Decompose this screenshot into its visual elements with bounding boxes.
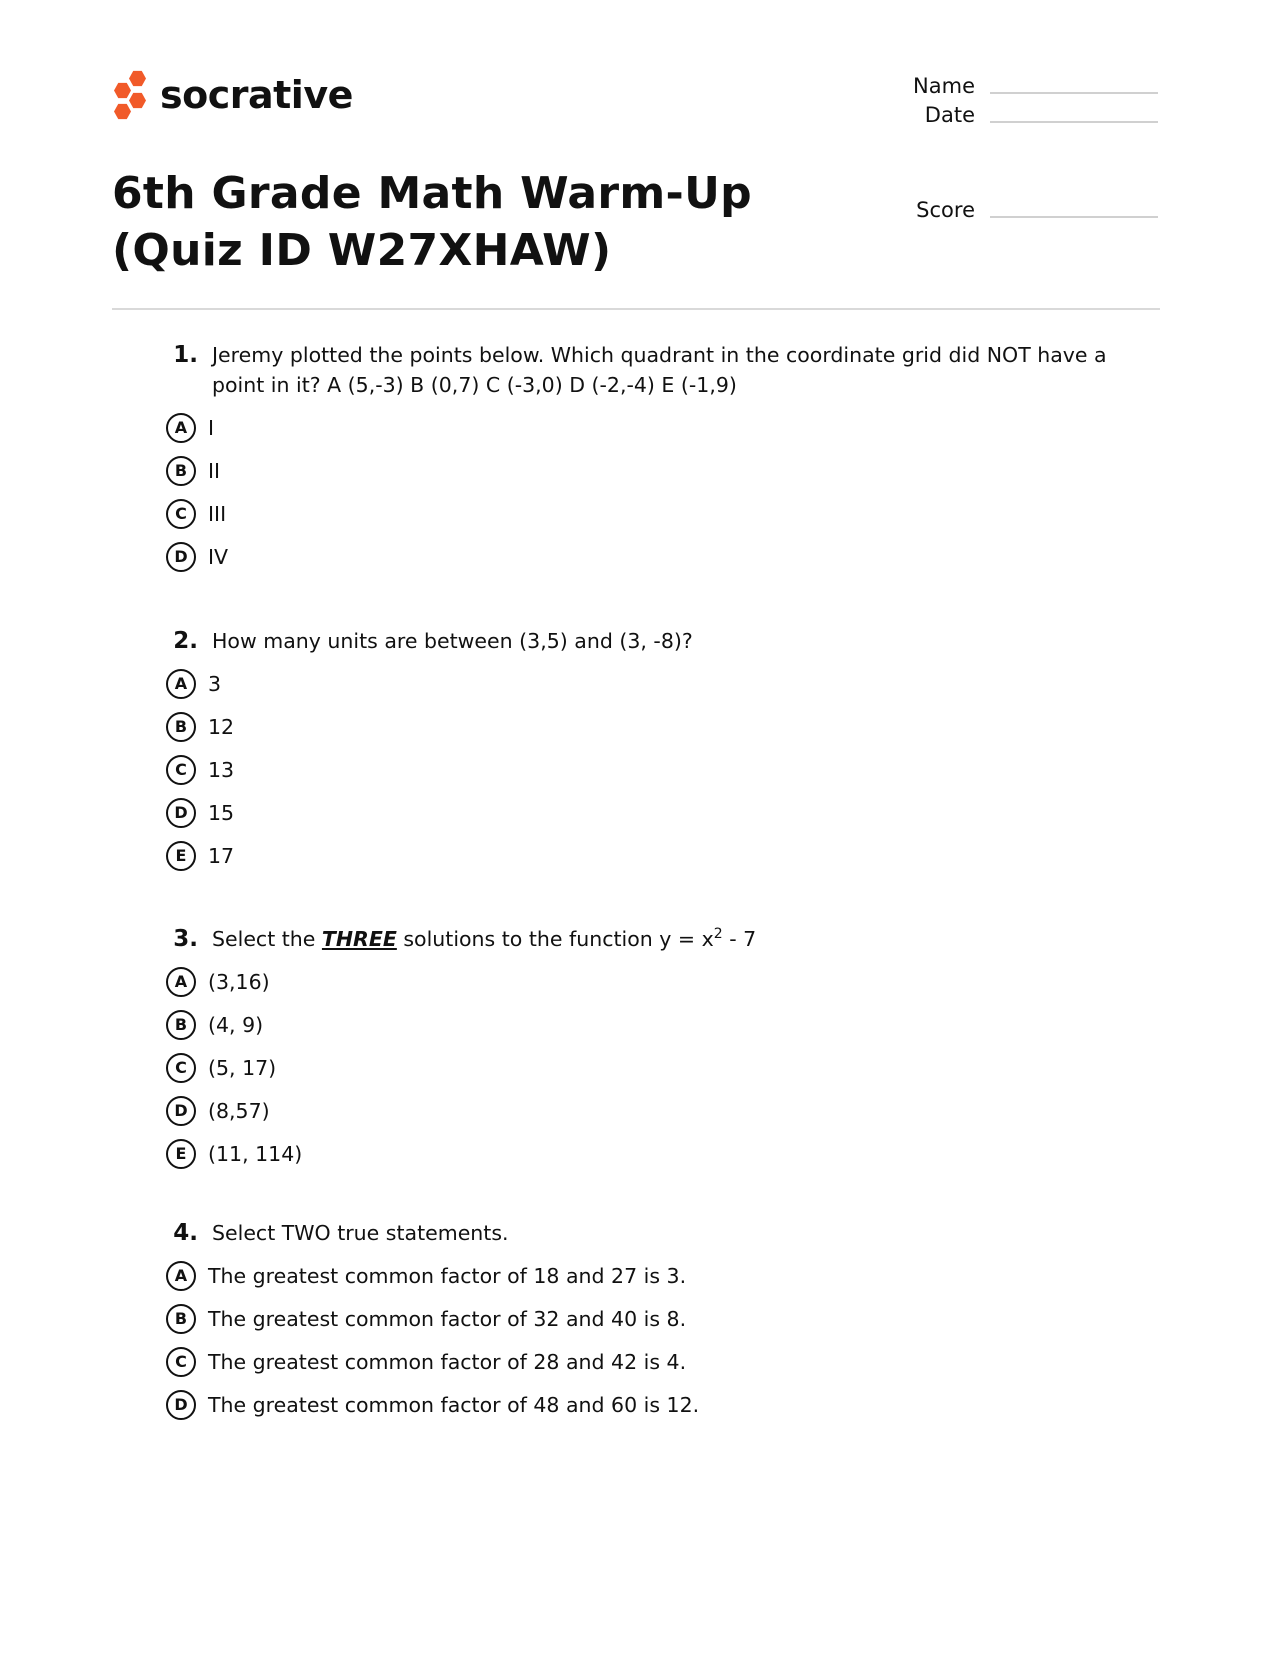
quiz-title: 6th Grade Math Warm-Up (Quiz ID W27XHAW) [112,168,752,276]
option-text: (5, 17) [208,1055,277,1080]
date-line[interactable] [990,120,1158,123]
date-field[interactable] [880,103,1158,127]
option-e[interactable] [160,1132,1160,1175]
option-text: 12 [208,714,235,739]
option-c[interactable] [160,492,1160,535]
option-d[interactable] [160,535,1160,578]
option-letter-circle[interactable]: A [166,1261,196,1291]
option-text: (8,57) [208,1098,270,1123]
option-c[interactable] [160,1340,1160,1383]
option-text: (11, 114) [208,1141,303,1166]
option-text: The greatest common factor of 28 and 42 is 4. [208,1349,687,1374]
brand-name: socrative [160,73,353,117]
option-a[interactable] [160,1254,1160,1297]
question-text [212,924,1160,954]
question-text: Select TWO true statements. [212,1221,509,1245]
score-line[interactable] [990,215,1158,218]
option-b[interactable] [160,1297,1160,1340]
question-text-part: solutions to the function y = x [396,927,714,951]
question-number: 4. [173,1220,198,1246]
hexagon-cluster-icon [112,70,150,120]
date-label: Date [924,103,975,127]
option-a[interactable] [160,960,1160,1003]
option-c[interactable] [160,748,1160,791]
option-text: I [208,415,215,440]
option-letter-circle[interactable]: C [166,499,196,529]
option-e[interactable] [160,834,1160,877]
question-number: 3. [173,926,198,952]
name-field[interactable] [880,74,1158,98]
option-a[interactable] [160,406,1160,449]
socrative-logo [112,70,353,120]
option-letter-circle[interactable]: A [166,669,196,699]
option-text: The greatest common factor of 18 and 27 is 3. [208,1263,687,1288]
question-4 [160,1218,1160,1426]
option-text: 3 [208,671,222,696]
question-text: Jeremy plotted the points below. Which quadrant in the coordinate grid did NOT have a point in it? A (5,-3) B (0,7) C (-3,0) D (-2,-4) E (-1,9) [212,343,1107,397]
option-letter-circle[interactable]: B [166,1304,196,1334]
option-c[interactable] [160,1046,1160,1089]
option-letter-circle[interactable]: A [166,413,196,443]
score-label: Score [916,198,975,222]
option-letter-circle[interactable]: E [166,841,196,871]
option-text: The greatest common factor of 32 and 40 is 8. [208,1306,687,1331]
option-letter-circle[interactable]: E [166,1139,196,1169]
option-d[interactable] [160,1383,1160,1426]
option-text: The greatest common factor of 48 and 60 is 12. [208,1392,700,1417]
question-1 [160,340,1160,578]
option-letter-circle[interactable]: C [166,1053,196,1083]
option-letter-circle[interactable]: C [166,1347,196,1377]
emphasis-three: THREE [321,927,397,951]
option-text: 17 [208,843,235,868]
option-letter-circle[interactable]: B [166,456,196,486]
name-line[interactable] [990,91,1158,94]
option-text: 13 [208,757,235,782]
option-b[interactable] [160,449,1160,492]
option-text: III [208,501,227,526]
question-text: How many units are between (3,5) and (3, -8)? [212,629,693,653]
score-field[interactable] [880,198,1158,222]
option-letter-circle[interactable]: B [166,712,196,742]
question-number: 1. [173,342,198,368]
option-letter-circle[interactable]: D [166,798,196,828]
option-d[interactable] [160,1089,1160,1132]
option-b[interactable] [160,705,1160,748]
header [112,70,353,120]
option-letter-circle[interactable]: C [166,755,196,785]
option-text: (4, 9) [208,1012,264,1037]
option-d[interactable] [160,791,1160,834]
header-divider [112,308,1160,310]
exponent: 2 [713,926,723,942]
option-text: II [208,458,221,483]
option-a[interactable] [160,662,1160,705]
option-letter-circle[interactable]: B [166,1010,196,1040]
option-b[interactable] [160,1003,1160,1046]
question-text-part: - 7 [722,927,757,951]
option-letter-circle[interactable]: D [166,1390,196,1420]
option-text: 15 [208,800,235,825]
option-text: IV [208,544,229,569]
option-letter-circle[interactable]: D [166,542,196,572]
question-number: 2. [173,628,198,654]
option-text: (3,16) [208,969,270,994]
question-text-part: Select the [212,927,322,951]
option-letter-circle[interactable]: A [166,967,196,997]
option-letter-circle[interactable]: D [166,1096,196,1126]
question-3 [160,924,1160,1175]
name-label: Name [913,74,975,98]
question-2 [160,626,1160,877]
